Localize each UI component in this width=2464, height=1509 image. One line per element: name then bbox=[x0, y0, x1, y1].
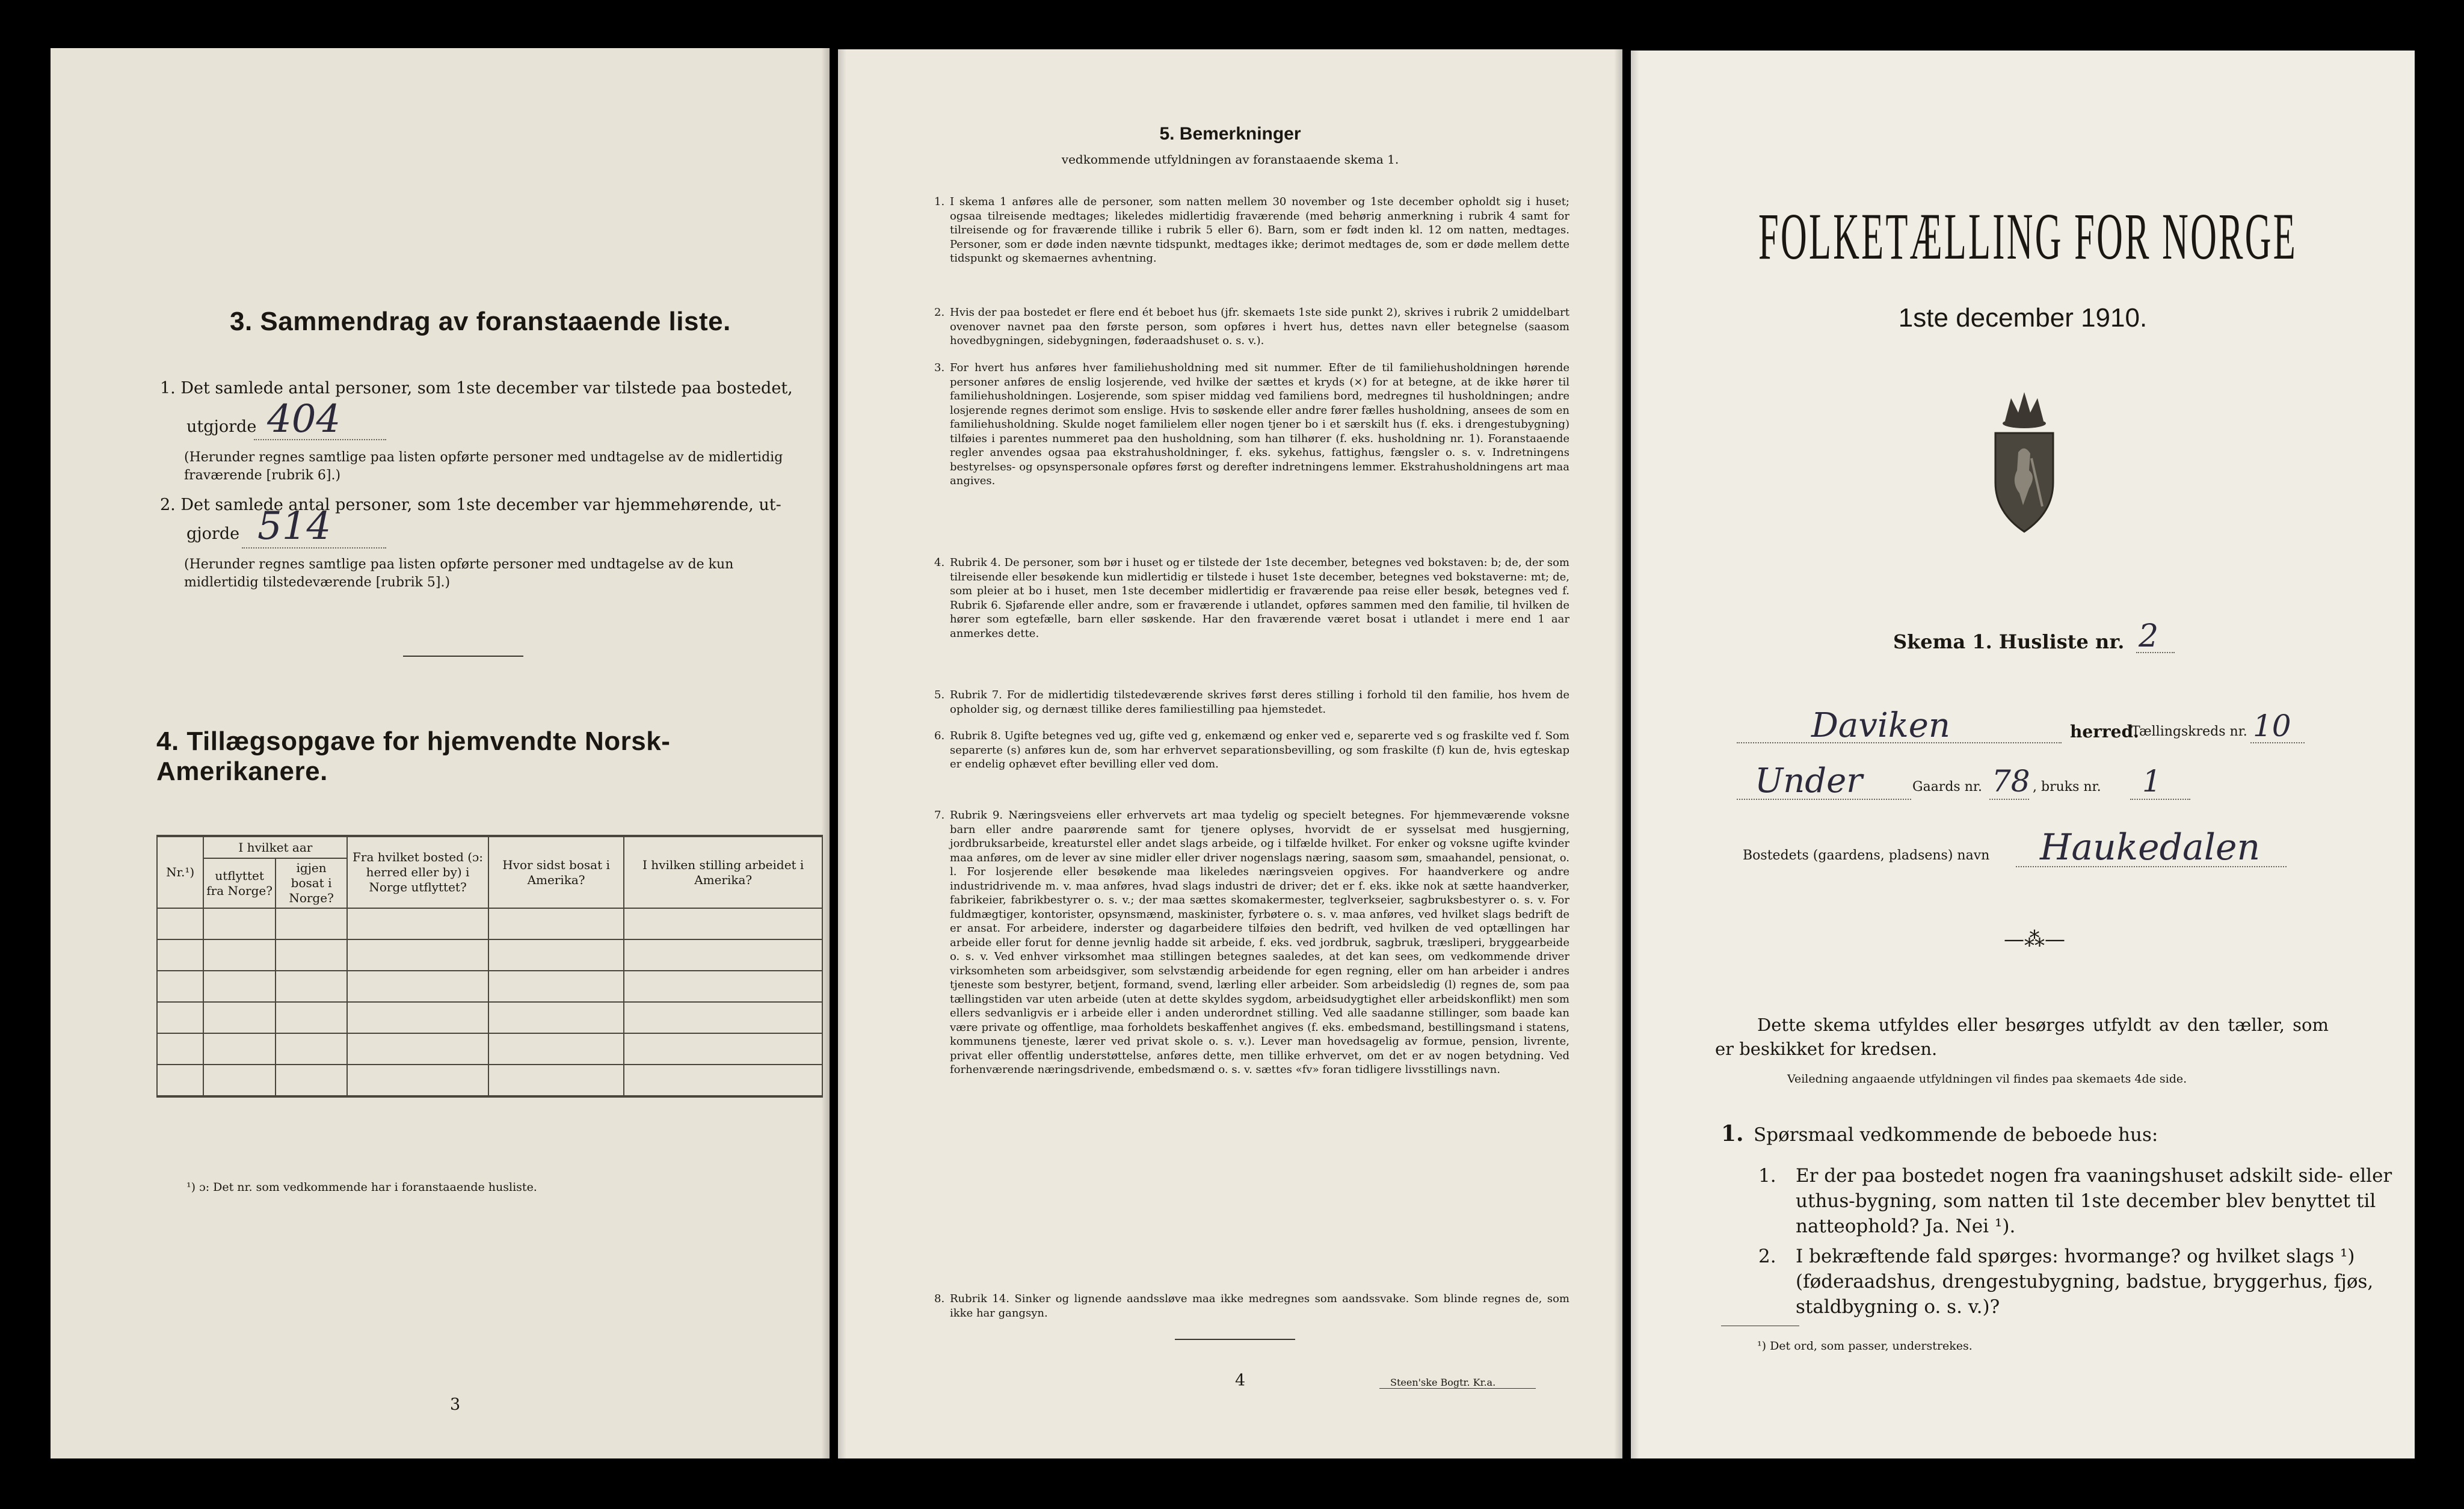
census-date: 1ste december 1910. bbox=[1898, 303, 2148, 333]
question-heading: Spørsmaal vedkommende de beboede hus: bbox=[1754, 1124, 2158, 1146]
col-stilling: I hvilken stilling arbeidet i Amerika? bbox=[624, 836, 822, 908]
handwritten-gaards-nr: 78 bbox=[1992, 764, 2030, 799]
section4-footnote: ¹) ɔ: Det nr. som vedkommende har i foranstaaende husliste. bbox=[186, 1181, 537, 1194]
remark-item-5: 5. Rubrik 7. For de midlertidig tilstedeværende skrives først deres stilling i forhold til den familie, hos hvem de opholder sig, og dernæst tillike deres familiestilling paa hjemstedet. bbox=[934, 689, 1569, 716]
remark-item-8: 8. Rubrik 14. Sinker og lignende aandssløve maa ikke medregnes som aandssvake. Som blinde regnes de, som ikke har gangsyn. bbox=[934, 1292, 1569, 1320]
col-utflyttet: utflyttet fra Norge? bbox=[203, 858, 275, 908]
printer-imprint: Steen'ske Bogtr. Kr.a. bbox=[1390, 1377, 1496, 1388]
veiledning-text: Veiledning angaaende utfyldningen vil findes paa skemaets 4de side. bbox=[1787, 1072, 2187, 1086]
bruk-label: , bruks nr. bbox=[2033, 779, 2101, 794]
kreds-label: Tællingskreds nr. bbox=[2131, 724, 2247, 739]
question-1-text: Er der paa bostedet nogen fra vaaningshuset adskilt side- eller uthus-bygning, som natten til 1ste december blev benyttet til natteophold? Ja. Nei ¹). bbox=[1796, 1165, 2392, 1237]
norsk-amerikanere-table bbox=[156, 835, 823, 1098]
section3-item2-label: gjorde bbox=[186, 524, 240, 543]
question-2-number: 2. bbox=[1758, 1246, 1776, 1267]
section3-item2-note: (Herunder regnes samtlige paa listen opførte personer med undtagelse av de kun midlertidig tilstedeværende [rubrik 5].) bbox=[184, 557, 734, 590]
right-page bbox=[1631, 51, 2415, 1458]
question-heading-number: 1. bbox=[1721, 1121, 1744, 1146]
bruks-nr-dotted-line bbox=[2130, 799, 2190, 800]
remark-item-6: 6. Rubrik 8. Ugifte betegnes ved ug, gifte ved g, enkemænd og enker ved e, separerte ved s og fraskilte ved f. Som separerte (s) anføres kun de, som har erhvervet separationsbevilling, og som fraskilte (f) kun de, hvis egteskap er endelig ophævet efter bevilling eller ved dom. bbox=[934, 730, 1569, 770]
census-title: FOLKETÆLLING FOR NORGE bbox=[1758, 200, 2298, 273]
table-row bbox=[157, 1033, 822, 1065]
col-igjen-bosat: igjen bosat i Norge? bbox=[276, 858, 347, 908]
table-row bbox=[157, 908, 822, 939]
remark-item-1: 1. I skema 1 anføres alle de personer, som natten mellem 30 november og 1ste december opholdt sig i huset; ogsaa tilreisende medtages; likeledes midlertidig fraværende (med behørig anmerkning i rubrik 4 samt for tilreisende og for fraværende tillike i rubrik 5 eller 6). Barn, som er født inden kl. 12 om natten, medtages. Personer, som er døde inden nævnte tidspunkt, medtages ikke; derimot medtages de, som er døde mellem dette tidspunkt og skemaernes avhentning. bbox=[934, 195, 1569, 265]
gaard-label: Gaards nr. bbox=[1912, 779, 1982, 794]
page-number: 4 bbox=[1235, 1371, 1246, 1390]
page-fold bbox=[1631, 51, 1639, 1458]
herred-label: herred. bbox=[2070, 722, 2139, 742]
remarks-subtitle: vedkommende utfyldningen av foranstaaende skema 1. bbox=[1061, 152, 1399, 167]
bosted-label: Bostedets (gaardens, pladsens) navn bbox=[1743, 848, 1990, 863]
remark-item-3: 3. For hvert hus anføres hver familiehusholdning med sit nummer. Efter de til familiehusholdningen hørende personer anføres de enslig losjerende, ved hvilke der sættes et kryds (×) for at betegne, at de ikke hører til familiehusholdningen. Losjerende, som spiser middag ved familiens bord, medregnes til husholdningen; andre losjerende regnes derimot som enslige. Hvis to søskende eller andre fører fælles husholdning, ansees de som en familiehusholdning. Skulde noget familielem eller nogen tjener bo i et særskilt hus (f. eks. i drengestubygning) tilføies i parentes nummeret paa den husholdning, som han tilhører (f. eks. husholdning nr. 1). Foranstaaende regler anvendes ogsaa paa ekstrahusholdninger, f. eks. sykehus, fattighus, fængsler o. s. v. Indretningens bestyrelses- og opsynspersonale opføres først og derefter indretningens lemmer. Ekstrahusholdningens art maa angives. bbox=[934, 361, 1569, 487]
table-row bbox=[157, 939, 822, 971]
handwritten-gaard-prefix: Under bbox=[1755, 761, 1863, 801]
remarks-title: 5. Bemerkninger bbox=[1159, 124, 1301, 144]
section3-item1: 1. Det samlede antal personer, som 1ste december var tilstede paa bostedet, bbox=[160, 379, 793, 398]
question-1-number: 1. bbox=[1758, 1165, 1776, 1187]
handwritten-kreds-nr: 10 bbox=[2253, 708, 2291, 743]
item2-dotted-line bbox=[242, 547, 386, 549]
section3-item1-note: (Herunder regnes samtlige paa listen opførte personer med undtagelse av de midlertidig fraværende [rubrik 6].) bbox=[184, 450, 783, 483]
left-page bbox=[51, 48, 830, 1458]
remark-item-4: 4. Rubrik 4. De personer, som bør i huset og er tilstede der 1ste december, betegnes ved bokstaven: b; de, der som tilreisende eller besøkende kun midlertidig er tilstede i huset 1ste december, betegnes ved bokstaverne: mt; de, som pleier at bo i huset, men 1ste december midlertidig er fraværende paa reise eller besøk, betegnes ved f. Rubrik 6. Sjøfarende eller andre, som er fraværende i utlandet, opføres sammen med den familie, til hvilken de hører som egtefælle, barn eller søskende. Har den fraværende været bosat i utlandet i mere end 1 aar anmerkes dette. bbox=[934, 556, 1569, 640]
item1-dotted-line bbox=[254, 439, 386, 440]
section4-title: 4. Tillægsopgave for hjemvendte Norsk-Amerikanere. bbox=[156, 727, 671, 786]
intro-text: Dette skema utfyldes eller besørges utfyldt av den tæller, som er beskikket for kredsen. bbox=[1715, 1015, 2329, 1059]
col-fra-bosted: Fra hvilket bosted (ɔ: herred eller by) i Norge utflyttet? bbox=[347, 836, 488, 908]
question-2-text: I bekræftende fald spørges: hvormange? og hvilket slags ¹) (føderaadshus, drengestubygning, badstue, bryggerhus, fjøs, staldbygning o. s. v.)? bbox=[1796, 1246, 2374, 1318]
section3-title: 3. Sammendrag av foranstaaende liste. bbox=[230, 307, 731, 336]
footnote: ¹) Det ord, som passer, understrekes. bbox=[1757, 1339, 1973, 1353]
handwritten-herred: Daviken bbox=[1811, 706, 1950, 745]
table-row bbox=[157, 1002, 822, 1033]
table-header-row bbox=[157, 836, 822, 858]
imprint-rule bbox=[1379, 1388, 1536, 1389]
remark-item-2: 2. Hvis der paa bostedet er flere end ét beboet hus (jfr. skemaets 1ste side punkt 2), skrives i rubrik 2 umiddelbart ovenover navnet paa den første person, som opføres i hvert hus, dettes navn eller betegnelse (saasom hovedbygningen, sidebygningen, føderaadshuset o. s. v.). bbox=[934, 306, 1569, 347]
coat-of-arms-icon bbox=[1987, 386, 2062, 536]
col-hvor-bosat: Hvor sidst bosat i Amerika? bbox=[488, 836, 624, 908]
middle-page bbox=[838, 49, 1622, 1458]
schema-label: Skema 1. Husliste nr. bbox=[1893, 630, 2125, 653]
gaards-nr-dotted-line bbox=[1989, 799, 2029, 800]
section3-item2: 2. Det samlede antal personer, som 1ste december var hjemmehørende, ut- bbox=[160, 496, 781, 514]
page-number: 3 bbox=[450, 1395, 461, 1414]
handwritten-tilstede-count: 404 bbox=[267, 397, 341, 441]
col-group-aar: I hvilket aar bbox=[203, 836, 347, 858]
handwritten-bruks-nr: 1 bbox=[2142, 764, 2161, 799]
handwritten-husliste-nr: 2 bbox=[2139, 618, 2159, 654]
handwritten-bosted-name: Haukedalen bbox=[2040, 826, 2261, 868]
page-fold bbox=[838, 49, 846, 1458]
section3-item1-label: utgjorde bbox=[186, 417, 257, 436]
handwritten-hjemmehorende-count: 514 bbox=[257, 504, 331, 549]
bosted-dotted-line bbox=[2016, 866, 2287, 867]
husliste-dotted-line bbox=[2136, 652, 2175, 653]
table-row bbox=[157, 971, 822, 1002]
ornament-icon: —⁂— bbox=[2004, 927, 2065, 951]
separator-rule bbox=[1175, 1339, 1295, 1340]
table-row bbox=[157, 1065, 822, 1096]
page-fold bbox=[1614, 49, 1622, 1458]
remark-item-7: 7. Rubrik 9. Næringsveiens eller erhvervets art maa tydelig og specielt betegnes. For hjemmeværende voksne barn eller andre paarørende samt for tjenere oplyses, hvorvidt de er sysselsat med husgjerning, jordbruksarbeide, kreaturstel eller andet slags arbeide, og i tilfælde hvilket. For enker og voksne ugifte kvinder maa anføres, om de lever av sine midler eller driver nogenslags næring, saasom søm, smaahandel, pensionat, o. l. For losjerende eller besøkende maa likeledes næringsveien opgives. For haandverkere og andre industridrivende m. v. maa anføres, hvad slags industri de driver; det er f. eks. ikke nok at sætte haandverker, fabrikeier, fabrikbestyrer o. s. v.; der maa sættes skomakermester, teglverkseier, sagbruksbestyrer o. s. v. For fuldmægtiger, kontorister, opsynsmænd, maskinister, fyrbøtere o. s. v. maa anføres, ved hvilket slags bedrift de er ansat. For arbeidere, inderster og dagarbeidere tilføies den bedrift, ved hvilken de ved optællingen har arbeide eller forut for denne jevnlig hadde sit arbeide, f. eks. ved jordbruk, sagbruk, træsliperi, bryggearbeide o. s. v. Ved enhver virksomhet maa stillingen betegnes saaledes, at det kan sees, om vedkommende driver virksomheten som arbeidsgiver, som selvstændig arbeidende for egen regning, eller om han arbeider i andres tjeneste som bestyrer, betjent, formand, svend, lærling eller arbeider. Som arbeidsledig (l) regnes de, som paa tællingstiden var uten arbeide (uten at dette skyldes sygdom, arbeidsudygtighet eller arbeidskonflikt) men som ellers sedvanligvis er i arbeide eller i anden underordnet stilling. Ved alle saadanne stillinger, som baade kan være private og offentlige, maa forholdets beskaffenhet angives (f. eks. embedsmand, bestillingsmand i statens, kommunens tjeneste, lærer ved privat skole o. s. v.). Lever man hovedsagelig av formue, pension, livrente, privat eller offentlig understøttelse, anføres dette, men tillike erhvervet, om det er av nogen betydning. Ved forhenværende næringsdrivende, embedsmænd o. s. v. sættes «fv» foran tidligere livsstillings navn. bbox=[934, 809, 1569, 1076]
kreds-dotted-line bbox=[2250, 742, 2305, 743]
separator-rule bbox=[403, 656, 523, 657]
col-nr: Nr.¹) bbox=[157, 836, 203, 908]
